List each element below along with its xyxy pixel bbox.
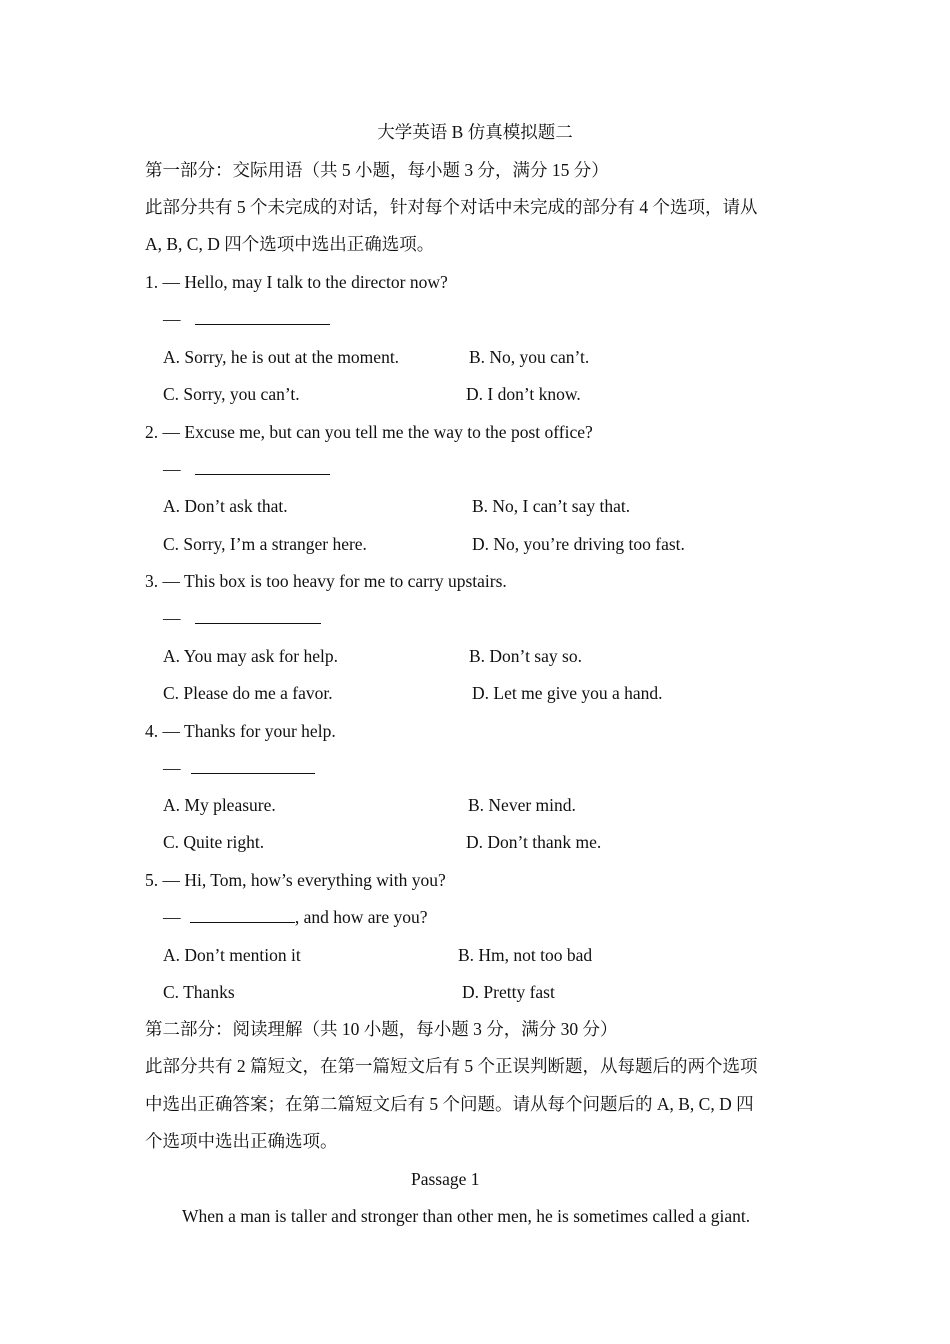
response-dash: —: [163, 309, 181, 329]
question-5-option-a: A. Don’t mention it: [163, 945, 301, 965]
part2-instructions-line1: 此部分共有 2 篇短文，在第一篇短文后有 5 个正误判断题，从每题后的两个选项: [145, 1056, 758, 1076]
part1-instructions-line2: A, B, C, D 四个选项中选出正确选项。: [145, 234, 435, 254]
part1-instructions-line1: 此部分共有 5 个未完成的对话，针对每个对话中未完成的部分有 4 个选项，请从: [145, 197, 758, 217]
question-4-prompt: 4. — Thanks for your help.: [145, 721, 336, 741]
response-dash: —: [163, 608, 181, 628]
question-4-option-d: D. Don’t thank me.: [466, 832, 602, 852]
question-2-option-b: B. No, I can’t say that.: [472, 496, 631, 516]
question-3-option-b: B. Don’t say so.: [469, 646, 582, 666]
part2-instructions-line3: 个选项中选出正确选项。: [145, 1131, 338, 1151]
passage-title: Passage 1: [411, 1169, 480, 1189]
response-dash: —: [163, 459, 181, 479]
answer-blank: [190, 908, 295, 923]
question-5-option-c: C. Thanks: [163, 982, 235, 1002]
response-dash: —: [163, 758, 181, 778]
response-dash: —: [163, 907, 181, 927]
question-2-option-d: D. No, you’re driving too fast.: [472, 534, 685, 554]
question-3-option-a: A. You may ask for help.: [163, 646, 338, 666]
passage-text: When a man is taller and stronger than other men, he is sometimes called a giant.: [182, 1206, 751, 1226]
question-5-option-b: B. Hm, not too bad: [458, 945, 593, 965]
question-5-response: [163, 906, 428, 928]
question-2-option-c: C. Sorry, I’m a stranger here.: [163, 534, 367, 554]
part2-instructions-line2: 中选出正确答案；在第二篇短文后有 5 个问题。请从每个问题后的 A, B, C, D 四: [145, 1094, 754, 1114]
question-1-option-b: B. No, you can’t.: [469, 347, 590, 367]
answer-blank: [195, 460, 330, 475]
question-4-response: [163, 757, 315, 779]
answer-blank: [191, 759, 315, 774]
question-4-option-b: B. Never mind.: [468, 795, 576, 815]
question-3-option-d: D. Let me give you a hand.: [472, 683, 663, 703]
question-1-option-c: C. Sorry, you can’t.: [163, 384, 300, 404]
question-1-response: [163, 308, 330, 330]
part1-heading: 第一部分：交际用语（共 5 小题，每小题 3 分，满分 15 分）: [145, 160, 609, 180]
question-3-option-c: C. Please do me a favor.: [163, 683, 333, 703]
question-1-option-a: A. Sorry, he is out at the moment.: [163, 347, 400, 367]
question-3-response: [163, 607, 321, 629]
question-1-option-d: D. I don’t know.: [466, 384, 581, 404]
part2-heading: 第二部分：阅读理解（共 10 小题，每小题 3 分，满分 30 分）: [145, 1019, 618, 1039]
page-title: 大学英语 B 仿真模拟题二: [377, 122, 573, 142]
answer-blank: [195, 310, 330, 325]
question-5-option-d: D. Pretty fast: [462, 982, 555, 1002]
question-2-prompt: 2. — Excuse me, but can you tell me the way to the post office?: [145, 422, 593, 442]
question-4-option-c: C. Quite right.: [163, 832, 265, 852]
question-4-option-a: A. My pleasure.: [163, 795, 276, 815]
response-suffix: , and how are you?: [294, 907, 428, 927]
question-5-prompt: 5. — Hi, Tom, how’s everything with you?: [145, 870, 446, 890]
question-2-response: [163, 458, 330, 480]
question-3-prompt: 3. — This box is too heavy for me to carry upstairs.: [145, 571, 507, 591]
question-2-option-a: A. Don’t ask that.: [163, 496, 288, 516]
question-1-prompt: 1. — Hello, may I talk to the director now?: [145, 272, 448, 292]
answer-blank: [195, 609, 321, 624]
